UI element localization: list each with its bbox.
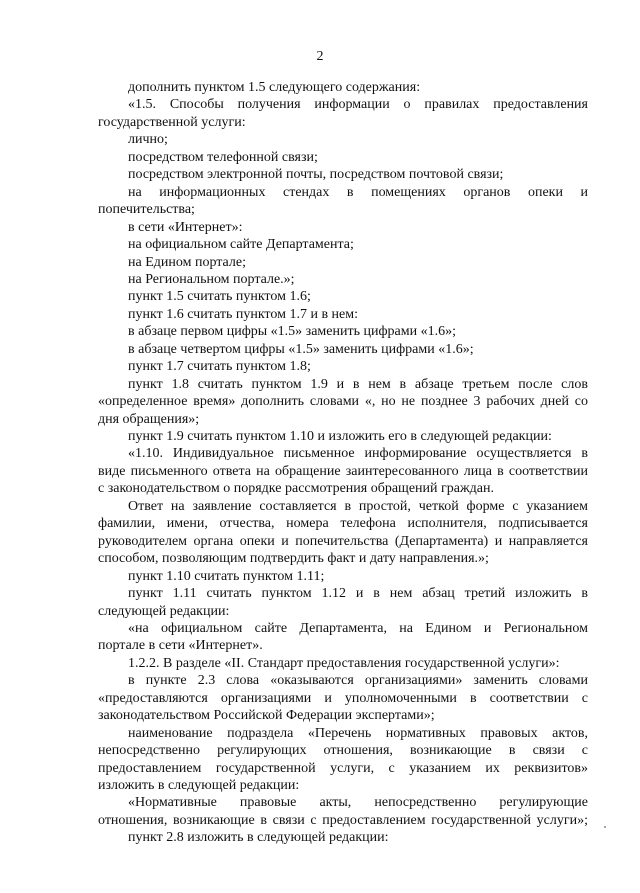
text-line: в абзаце первом цифры «1.5» заменить цифрами «1.6»; [128, 324, 456, 340]
text-line: пункт 1.6 считать пунктом 1.7 и в нем: [128, 306, 359, 322]
text-line: следующей редакции: [98, 603, 230, 619]
text-line: «1.10. Индивидуальное письменное информирование осуществляется в [128, 446, 588, 462]
text-line: на Региональном портале.»; [128, 271, 295, 287]
text-line: руководителем органа опеки и попечительства (Департамента) и направляется [98, 533, 588, 549]
text-line: в абзаце четвертом цифры «1.5» заменить цифрами «1.6»; [128, 341, 474, 357]
text-line: дополнить пунктом 1.5 следующего содержания: [128, 80, 421, 95]
text-line: «Нормативные правовые акты, непосредственно регулирующие [128, 795, 588, 811]
text-line: на информационных стендах в помещениях органов опеки и [128, 184, 588, 200]
text-line: государственной услуги: [98, 114, 246, 130]
text-line: портале в сети «Интернет». [98, 638, 263, 654]
text-line: в сети «Интернет»: [128, 219, 243, 235]
text-line: непосредственно регулирующих отношения, возникающие в связи с [98, 743, 588, 759]
text-line: изложить в следующей редакции: [98, 778, 300, 793]
text-line: предоставлением государственной услуги, с указанием их реквизитов» [98, 760, 588, 776]
text-line: законодательством Российской Федерации экспертами»; [98, 708, 435, 724]
text-line: с законодательством о порядке рассмотрения обращений граждан. [98, 481, 494, 497]
text-line: в пункте 2.3 слова «оказываются организациями» заменить словами [128, 673, 588, 689]
text-line: пункт 1.9 считать пунктом 1.10 и изложить его в следующей редакции: [128, 429, 552, 444]
text-line: на Едином портале; [128, 254, 246, 270]
text-line: на официальном сайте Департамента; [128, 237, 354, 253]
text-line: фамилии, имени, отчества, номера телефона исполнителя, подписывается [98, 516, 588, 532]
text-line: пункт 2.8 изложить в следующей редакции: [128, 830, 389, 846]
text-line: способом, позволяющим подтвердить факт и дату направления.»; [98, 551, 489, 567]
text-line: наименование подраздела «Перечень нормативных правовых актов, [128, 725, 588, 741]
text-line: пункт 1.10 считать пунктом 1.11; [128, 568, 325, 584]
text-line: «определенное время» дополнить словами «, но не позднее 3 рабочих дней со [98, 394, 588, 410]
text-line: виде письменного ответа на обращение заинтересованного лица в соответствии [98, 463, 588, 479]
text-line: посредством телефонной связи; [128, 149, 318, 165]
text-line: «на официальном сайте Департамента, на Едином и Региональном [128, 620, 588, 636]
text-line: пункт 1.7 считать пунктом 1.8; [128, 359, 311, 375]
text-line: посредством электронной почты, посредством почтовой связи; [128, 167, 504, 183]
text-line: Ответ на заявление составляется в простой, четкой форме с указанием [128, 498, 588, 514]
scan-speck [604, 826, 606, 828]
text-line: лично; [128, 132, 168, 148]
text-line: 1.2.2. В разделе «II. Стандарт предоставления государственной услуги»: [128, 655, 560, 671]
text-line: «предоставляются организациями и уполномоченными в соответствии с [98, 690, 588, 706]
text-line: пункт 1.8 считать пунктом 1.9 и в нем в абзаце третьем после слов [128, 376, 588, 392]
text-line: попечительства; [98, 202, 195, 218]
text-line: отношения, возникающие в связи с предоставлением государственной услуги»; [98, 812, 588, 828]
page-number: 2 [316, 49, 324, 64]
text-line: дня обращения»; [98, 411, 200, 427]
text-line: пункт 1.5 считать пунктом 1.6; [128, 289, 311, 305]
text-line: пункт 1.11 считать пунктом 1.12 и в нем абзац третий изложить в [128, 586, 588, 602]
text-line: «1.5. Способы получения информации о правилах предоставления [128, 97, 588, 113]
